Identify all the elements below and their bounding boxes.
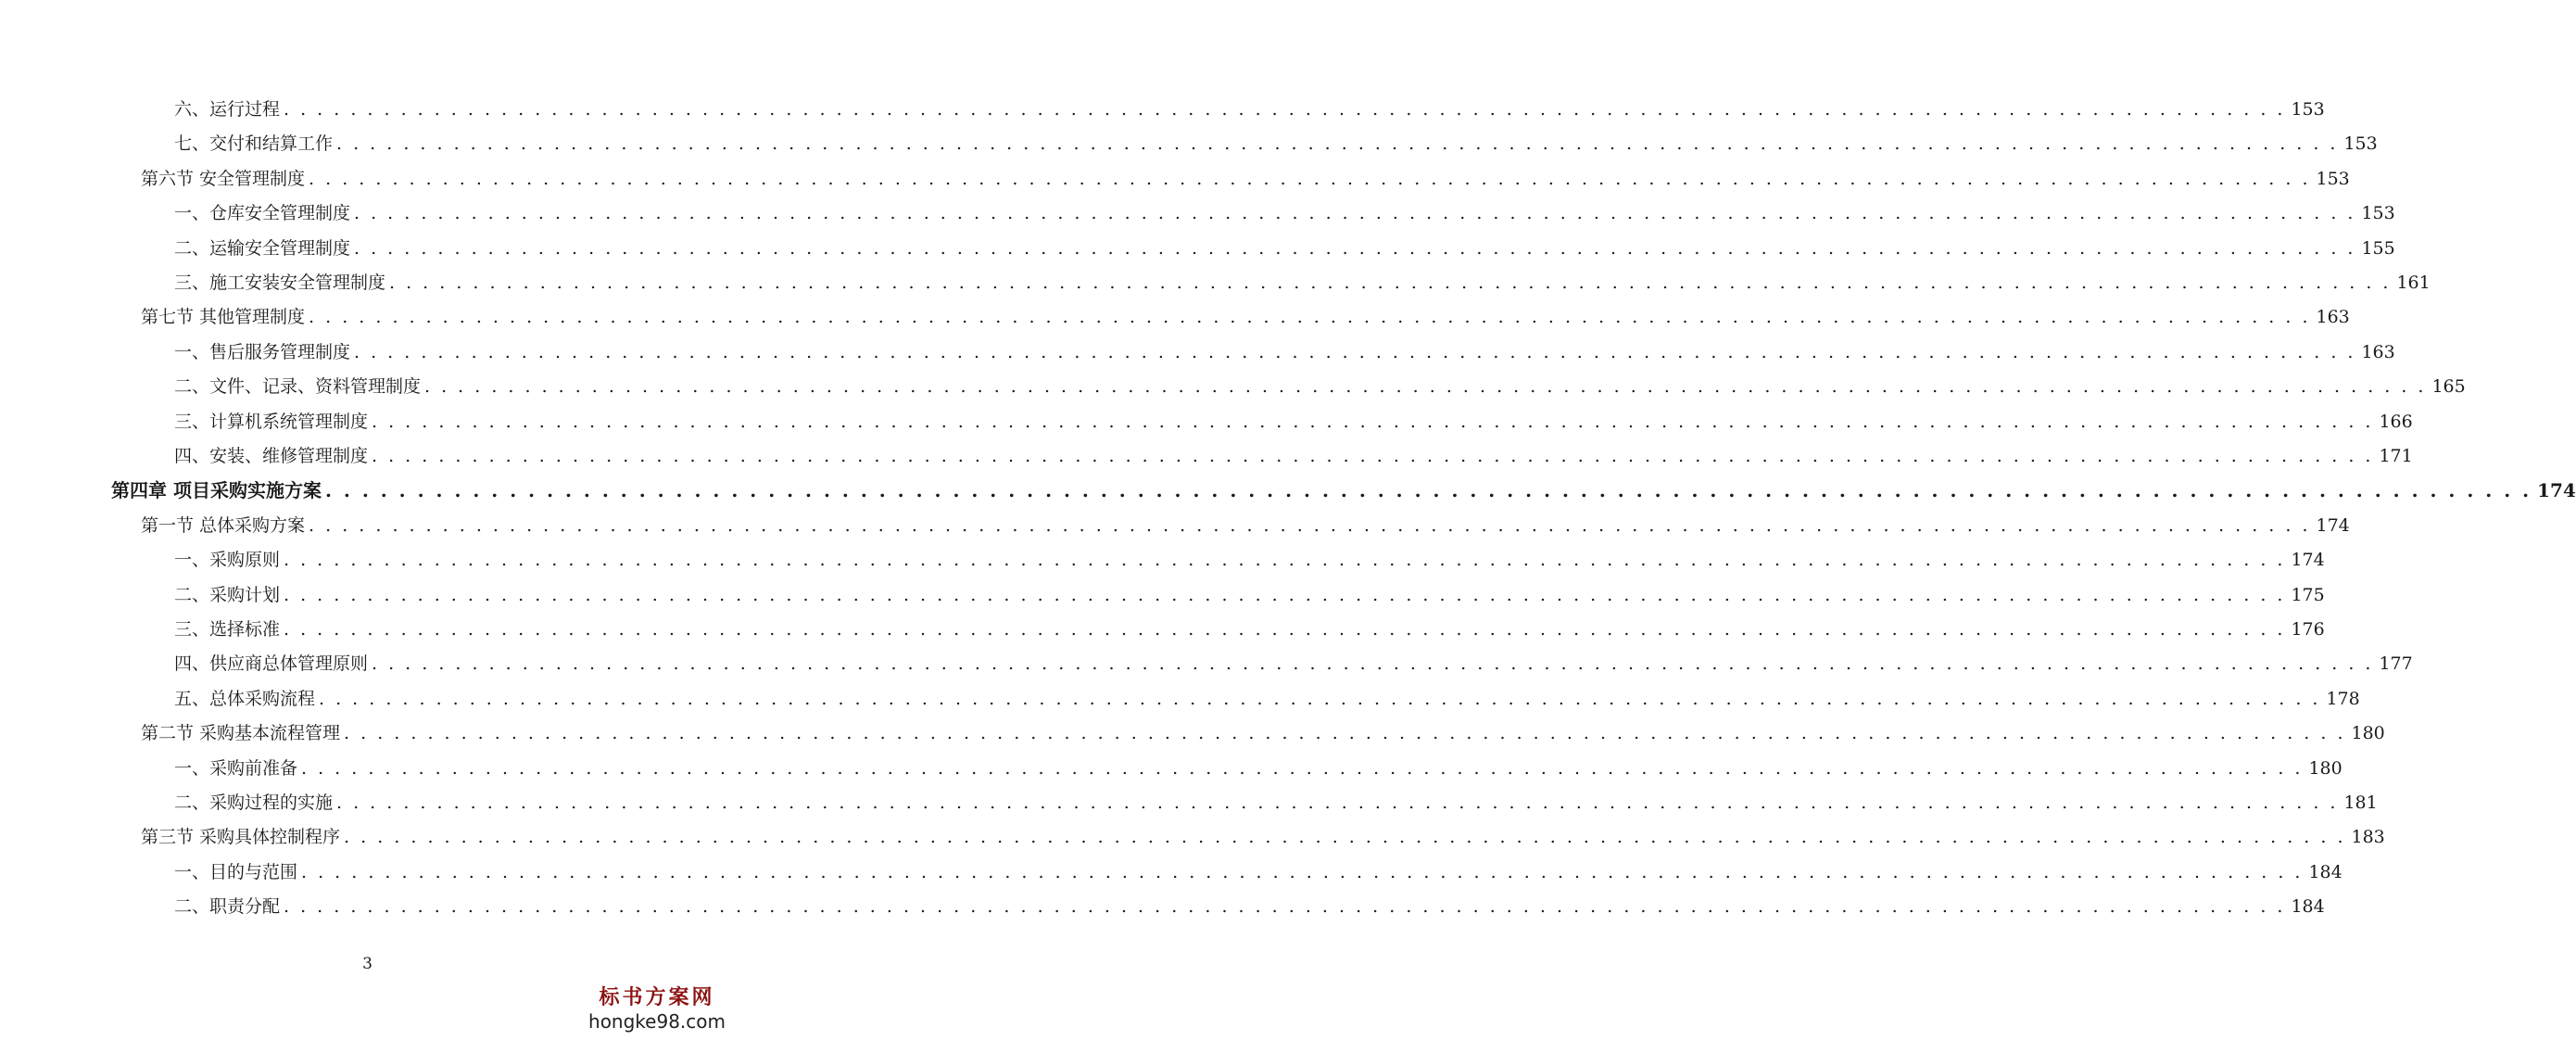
toc-leader-dots: . . . . . . . . . . . . . . . . . . . . . . . . . . . . . . . . . . . . . . . . . . . . . . . . . . . . . . . . . . . . . . . . . . . . . . . . . . . . . . . . . . . . . . . . . . . . . . . . . . . . . . . . . . . . . . . . . . . . . . . . [424, 376, 2427, 398]
toc-item-row[interactable] [174, 752, 2342, 786]
toc-page-number: 174 [2316, 514, 2350, 536]
toc-leader-dots: . . . . . . . . . . . . . . . . . . . . . . . . . . . . . . . . . . . . . . . . . . . . . . . . . . . . . . . . . . . . . . . . . . . . . . . . . . . . . . . . . . . . . . . . . . . . . . . . . . . . . . . . . . . . . . . . . . . . . . . . [284, 550, 2286, 571]
toc-page-number: 153 [2343, 133, 2378, 155]
toc-page-number: 153 [2316, 168, 2350, 189]
toc-title: 一、仓库安全管理制度 [174, 203, 351, 224]
toc-section-row[interactable] [141, 300, 2350, 335]
toc-item-row[interactable] [174, 336, 2395, 370]
toc-item-row[interactable] [174, 682, 2360, 717]
toc-page-number: 166 [2379, 411, 2413, 432]
toc-item-row[interactable] [174, 127, 2378, 161]
toc-page-number: 176 [2291, 619, 2325, 640]
toc-leader-dots: . . . . . . . . . . . . . . . . . . . . . . . . . . . . . . . . . . . . . . . . . . . . . . . . . . . . . . . . . . . . . . . . . . . . . . . . . . . . . . . . . . . . . . . . . . . . . . . . . . . . . . . . . . . . . . . . . . . . . . . . [309, 168, 2311, 189]
toc-title: 四、供应商总体管理原则 [174, 653, 369, 675]
toc-page-number: 171 [2379, 446, 2413, 466]
watermark-en: hongke98.com [588, 1010, 726, 1033]
toc-section-row[interactable] [141, 509, 2350, 543]
toc-page-number: 174 [2291, 550, 2325, 571]
toc-title: 五、总体采购流程 [174, 688, 316, 709]
toc-section-row[interactable] [141, 162, 2350, 197]
toc-title: 第三节 采购具体控制程序 [141, 827, 341, 848]
toc-leader-dots: . . . . . . . . . . . . . . . . . . . . . . . . . . . . . . . . . . . . . . . . . . . . . . . . . . . . . . . . . . . . . . . . . . . . . . . . . . . . . . . . . . . . . . . . . . . . . . . . . . . . . . . . . . . . . . . . . . . . . . . . [354, 341, 2356, 362]
watermark [588, 982, 726, 1033]
toc-title: 第二节 采购基本流程管理 [141, 723, 341, 744]
toc-page-number: 183 [2351, 827, 2385, 848]
toc-item-row[interactable] [174, 543, 2325, 577]
page-number: 3 [362, 955, 373, 973]
toc-leader-dots: . . . . . . . . . . . . . . . . . . . . . . . . . . . . . . . . . . . . . . . . . . . . . . . . . . . . . . . . . . . . . . . . . . . . . . . . . . . . . . . . . . . . . . . . . . . . . . . . . . . . . . . . . . . . . . . . . . . . . . . . [372, 653, 2374, 675]
toc-title: 二、运输安全管理制度 [174, 237, 351, 259]
toc-title: 一、采购原则 [174, 550, 281, 571]
toc-item-row[interactable] [174, 370, 2466, 404]
toc-leader-dots: . . . . . . . . . . . . . . . . . . . . . . . . . . . . . . . . . . . . . . . . . . . . . . . . . . . . . . . . . . . . . . . . . . . . . . . . . . . . . . . . . . . . . . . . . . . . . . . . . . . . . . . . . . . . . . . . . . . . . . . . [284, 896, 2286, 918]
toc-leader-dots: . . . . . . . . . . . . . . . . . . . . . . . . . . . . . . . . . . . . . . . . . . . . . . . . . . . . . . . . . . . . . . . . . . . . . . . . . . . . . . . . . . . . . . . . . . . . . . . . . . . . . . . . . . . . . . . . . . . . . . . . [354, 237, 2356, 259]
toc-page-number: 165 [2431, 376, 2466, 398]
toc-page-number: 174 [2537, 479, 2576, 502]
watermark-cn: 标书方案网 [599, 985, 715, 1009]
toc-page-number: 181 [2343, 793, 2378, 813]
toc-title: 七、交付和结算工作 [174, 133, 334, 155]
toc-page-number: 163 [2316, 307, 2350, 328]
toc-item-row[interactable] [174, 578, 2325, 613]
toc-leader-dots: . . . . . . . . . . . . . . . . . . . . . . . . . . . . . . . . . . . . . . . . . . . . . . . . . . . . . . . . . . . . . . . . . . . . . . . . . . . . . . . . . . . . . . . . . . . . . . . . . . . . . . . . . . . . . . . . . . . . . . . . [336, 133, 2339, 155]
toc-title: 一、售后服务管理制度 [174, 341, 351, 362]
toc-leader-dots: . . . . . . . . . . . . . . . . . . . . . . . . . . . . . . . . . . . . . . . . . . . . . . . . . . . . . . . . . . . . . . . . . . . . . . . . . . . . . . . . . . . . . . . . . . . . . . . . . . . . . . . . . . . . . . . . . . . . . . . . [354, 203, 2356, 224]
toc-item-row[interactable] [174, 232, 2395, 266]
toc-title: 二、文件、记录、资料管理制度 [174, 376, 422, 398]
toc-page-number: 184 [2291, 896, 2325, 918]
toc-title: 第六节 安全管理制度 [141, 168, 306, 189]
toc-page-number: 184 [2308, 861, 2342, 882]
toc-page-number: 178 [2326, 688, 2360, 709]
toc-leader-dots: . . . . . . . . . . . . . . . . . . . . . . . . . . . . . . . . . . . . . . . . . . . . . . . . . . . . . . . . . . . . . . . . . . . . . . . . . . . . . . . . . . . . . . . . . . . . . . . . . . . . . . . . . . . . . . . . . . . . . . . . [336, 793, 2339, 813]
toc-leader-dots: . . . . . . . . . . . . . . . . . . . . . . . . . . . . . . . . . . . . . . . . . . . . . . . . . . . . . . . . . . . . . . . . . . . . . . . . . . . . . . . . . . . . . . . . . . . . . . . . . . . . . . . . . . . . . . . . . . . . . . . . [344, 723, 2346, 744]
toc-title: 四、安装、维修管理制度 [174, 446, 369, 466]
toc-page-number: 180 [2308, 757, 2342, 779]
toc-item-row[interactable] [174, 786, 2378, 820]
toc-leader-dots: . . . . . . . . . . . . . . . . . . . . . . . . . . . . . . . . . . . . . . . . . . . . . . . . . . . . . . . . . . . . . . . . . . . . . . . . . . . . . . . . . . . . . . . . . . . . . . . . . . . . . . . . . . . . . . . . . . . . . . . . [319, 688, 2321, 709]
toc-title: 第七节 其他管理制度 [141, 307, 306, 328]
toc-item-row[interactable] [174, 93, 2325, 127]
toc-leader-dots: . . . . . . . . . . . . . . . . . . . . . . . . . . . . . . . . . . . . . . . . . . . . . . . . . . . . . . . . . . . . . . . . . . . . . . . . . . . . . . . . . . . . . . . . . . . . . . . . . . . . . . . . . . . . . . . . . . . . . . . . [309, 514, 2311, 536]
toc-leader-dots: . . . . . . . . . . . . . . . . . . . . . . . . . . . . . . . . . . . . . . . . . . . . . . . . . . . . . . . . . . . . . . . . . . . . . . . . . . . . . . . . . . . . . . . . . . . . . . . . . . . . . . . . . . . . . . . . . . . . . . . . [284, 99, 2286, 120]
toc-page-number: 155 [2361, 237, 2395, 259]
toc-item-row[interactable] [174, 266, 2431, 300]
toc-page-number: 153 [2291, 99, 2325, 120]
toc-leader-dots: . . . . . . . . . . . . . . . . . . . . . . . . . . . . . . . . . . . . . . . . . . . . . . . . . . . . . . . . . . . . . . . . . . . . . . . . . . . . . . . . . . . . . . . . . . . . . . . . . . . . . . . . . . . . . . . . . . . . . . . . [301, 757, 2304, 779]
toc-title: 三、选择标准 [174, 619, 281, 640]
toc-title: 二、职责分配 [174, 896, 281, 918]
toc-item-row[interactable] [174, 405, 2413, 439]
toc-leader-dots: . . . . . . . . . . . . . . . . . . . . . . . . . . . . . . . . . . . . . . . . . . . . . . . . . . . . . . . . . . . . . . . . . . . . . . . . . . . . . . . . . . . . . . . . . . . . . . . . . . . . . . . . . . . . . . . . . . . . . . . . [372, 411, 2374, 432]
toc-title: 一、目的与范围 [174, 861, 298, 882]
toc-leader-dots: . . . . . . . . . . . . . . . . . . . . . . . . . . . . . . . . . . . . . . . . . . . . . . . . . . . . . . . . . . . . . . . . . . . . . . . . . . . . . . . . . . . . . . . . . . . . . . . . . . . . . . . . . . . . . . . . . . . . . . . . [372, 446, 2374, 466]
toc-title: 第一节 总体采购方案 [141, 514, 306, 536]
toc-item-row[interactable] [174, 613, 2325, 647]
toc-leader-dots: . . . . . . . . . . . . . . . . . . . . . . . . . . . . . . . . . . . . . . . . . . . . . . . . . . . . . . . . . . . . . . . . . . . . . . . . . . . . . . . . . . . . . . . . . . . . . . . . . . . . . . . . . . . . . . . . . . . . . . . . [284, 619, 2286, 640]
toc-item-row[interactable] [174, 197, 2395, 231]
toc-leader-dots: . . . . . . . . . . . . . . . . . . . . . . . . . . . . . . . . . . . . . . . . . . . . . . . . . . . . . . . . . . . . . . . . . . . . . . . . . . . . . . . . . . . . . . . . . . . . . . . . . . . . . . . . . . . . . . . . . . . . . . . . [389, 273, 2392, 293]
toc-leader-dots: . . . . . . . . . . . . . . . . . . . . . . . . . . . . . . . . . . . . . . . . . . . . . . . . . . . . . . . . . . . . . . . . . . . . . . . . . . . . . . . . . . . . . . . . . . . . . . . . . . . . . . . . . . . . . . . . . . . . . . . . [324, 479, 2532, 502]
toc-leader-dots: . . . . . . . . . . . . . . . . . . . . . . . . . . . . . . . . . . . . . . . . . . . . . . . . . . . . . . . . . . . . . . . . . . . . . . . . . . . . . . . . . . . . . . . . . . . . . . . . . . . . . . . . . . . . . . . . . . . . . . . . [309, 307, 2311, 328]
toc-section-row[interactable] [141, 820, 2385, 855]
toc-leader-dots: . . . . . . . . . . . . . . . . . . . . . . . . . . . . . . . . . . . . . . . . . . . . . . . . . . . . . . . . . . . . . . . . . . . . . . . . . . . . . . . . . . . . . . . . . . . . . . . . . . . . . . . . . . . . . . . . . . . . . . . . [344, 827, 2346, 848]
toc-page-number: 163 [2361, 341, 2395, 362]
toc-page-number: 161 [2396, 273, 2431, 293]
toc-title: 六、运行过程 [174, 99, 281, 120]
toc-section-row[interactable] [141, 717, 2385, 751]
toc-leader-dots: . . . . . . . . . . . . . . . . . . . . . . . . . . . . . . . . . . . . . . . . . . . . . . . . . . . . . . . . . . . . . . . . . . . . . . . . . . . . . . . . . . . . . . . . . . . . . . . . . . . . . . . . . . . . . . . . . . . . . . . . [301, 861, 2304, 882]
toc-title: 三、施工安装安全管理制度 [174, 273, 386, 293]
toc-page-number: 177 [2379, 653, 2413, 675]
toc-page-number: 175 [2291, 584, 2325, 605]
toc-page-number: 153 [2361, 203, 2395, 224]
toc-title: 第四章 项目采购实施方案 [111, 479, 322, 502]
toc-item-row[interactable] [174, 856, 2342, 890]
toc-chapter-row[interactable] [111, 474, 2576, 508]
toc-title: 二、采购计划 [174, 584, 281, 605]
toc-item-row[interactable] [174, 647, 2413, 681]
toc-item-row[interactable] [174, 890, 2325, 924]
toc-title: 三、计算机系统管理制度 [174, 411, 369, 432]
toc-leader-dots: . . . . . . . . . . . . . . . . . . . . . . . . . . . . . . . . . . . . . . . . . . . . . . . . . . . . . . . . . . . . . . . . . . . . . . . . . . . . . . . . . . . . . . . . . . . . . . . . . . . . . . . . . . . . . . . . . . . . . . . . [284, 584, 2286, 605]
toc-page-number: 180 [2351, 723, 2385, 744]
toc-title: 二、采购过程的实施 [174, 793, 334, 813]
toc-item-row[interactable] [174, 439, 2413, 474]
toc-title: 一、采购前准备 [174, 757, 298, 779]
